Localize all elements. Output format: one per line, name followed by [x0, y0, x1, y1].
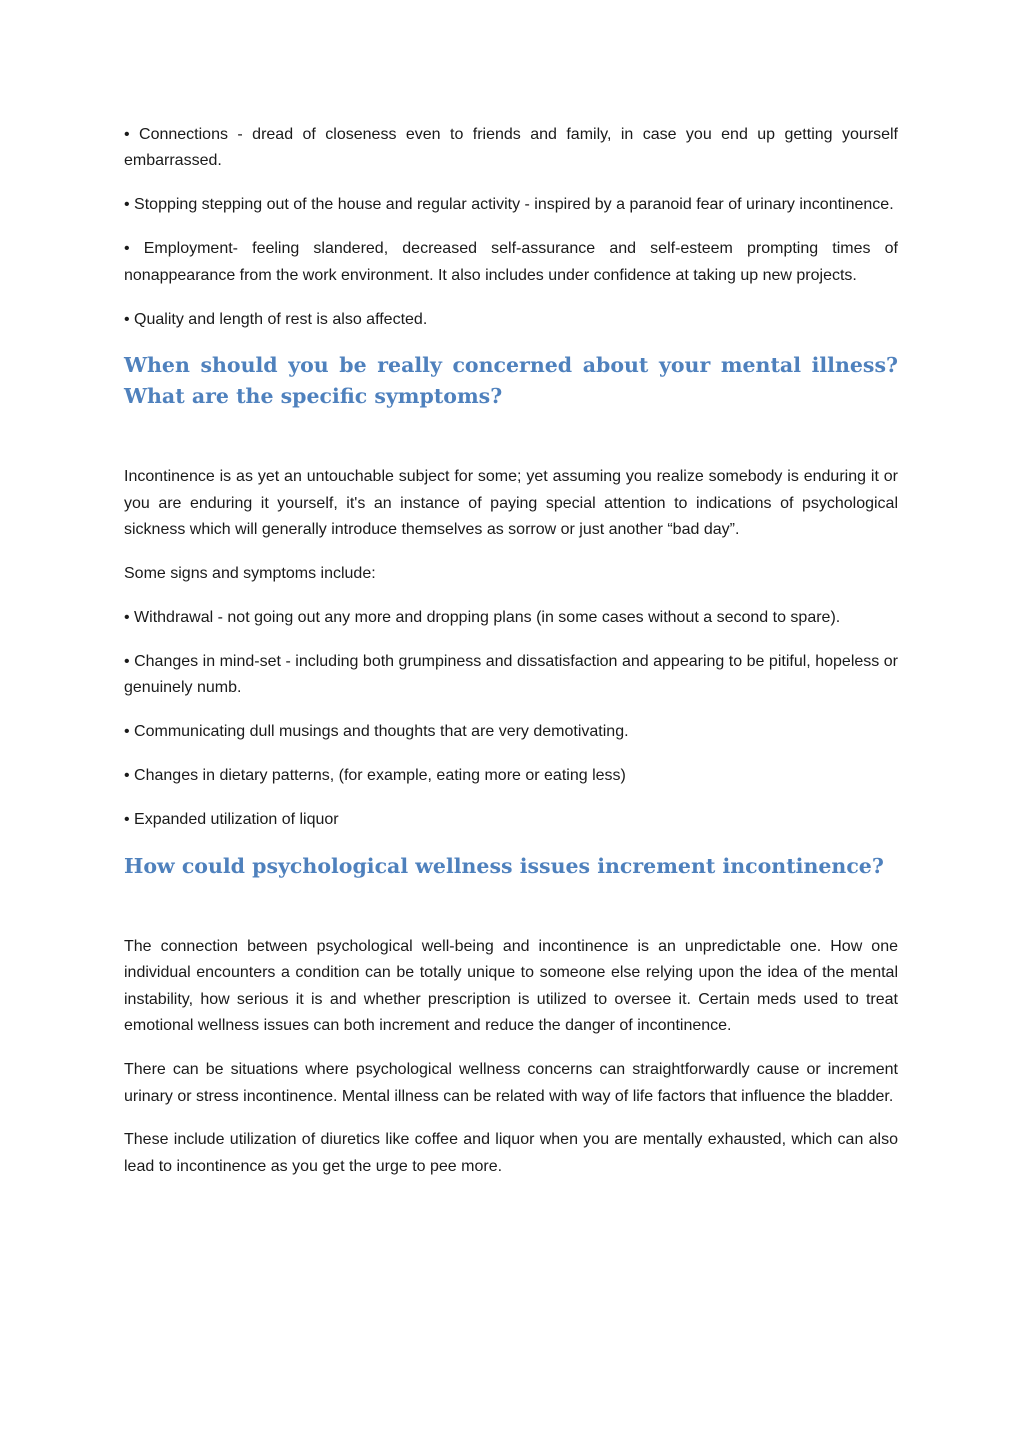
bullet-dietary-changes: • Changes in dietary patterns, (for example, eating more or eating less)	[124, 767, 626, 785]
bullet-rest-quality: • Quality and length of rest is also affected.	[124, 310, 428, 328]
symptoms-lead: Some signs and symptoms include:	[124, 565, 376, 583]
diuretics-paragraph: These include utilization of diuretics like coffee and liquor when you are mentally exhausted, which can also lead to incontinence as you get the urge to pee more.	[124, 1131, 898, 1175]
section-heading-increment: How could psychological wellness issues increment incontinence?	[124, 854, 884, 878]
bullet-stopping-activity: • Stopping stepping out of the house and regular activity - inspired by a paranoid fear of urinary incontinence.	[124, 196, 894, 214]
situations-paragraph: There can be situations where psychological wellness concerns can straightforwardly cause or increment urinary or stress incontinence. Mental illness can be related with way of life factors that influence the bladder.	[124, 1061, 898, 1105]
bullet-mindset-changes: • Changes in mind-set - including both grumpiness and dissatisfaction and appearing to be pitiful, hopeless or genuinely numb.	[124, 652, 898, 697]
document-page	[124, 122, 898, 1198]
connection-paragraph: The connection between psychological well-being and incontinence is an unpredictable one. How one individual encounters a condition can be totally unique to someone else relying upon the idea of the mental instability, how serious it is and whether prescription is utilized to oversee it. Certain meds used to treat emotional wellness issues can both increment and reduce the danger of incontinence.	[124, 938, 898, 1035]
section-heading-symptoms: When should you be really concerned about your mental illness? What are the specific symptoms?	[124, 353, 898, 409]
bullet-liquor-use: • Expanded utilization of liquor	[124, 811, 339, 829]
bullet-connections: • Connections - dread of closeness even to friends and family, in case you end up getting yourself embarrassed.	[124, 126, 898, 170]
bullet-withdrawal: • Withdrawal - not going out any more and dropping plans (in some cases without a second to spare).	[124, 609, 841, 627]
bullet-dull-musings: • Communicating dull musings and thoughts that are very demotivating.	[124, 723, 629, 741]
symptoms-intro-paragraph: Incontinence is as yet an untouchable subject for some; yet assuming you realize somebody is enduring it or you are enduring it yourself, it's an instance of paying special attention to indications of psychological sickness which will generally introduce themselves as sorrow or just another “bad day”.	[124, 468, 898, 539]
bullet-employment: • Employment- feeling slandered, decreased self-assurance and self-esteem prompting times of nonappearance from the work environment. It also includes under confidence at taking up new projects.	[124, 240, 898, 284]
